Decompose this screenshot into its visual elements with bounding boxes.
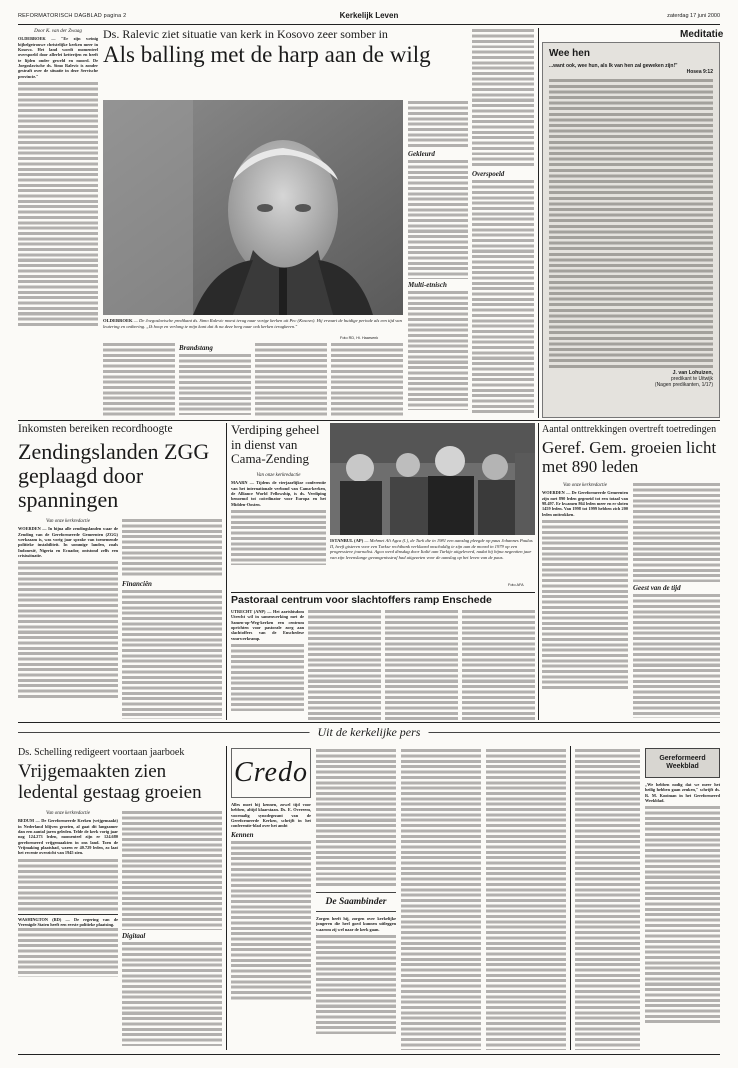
kerkpers-header: Uit de kerkelijke pers: [310, 725, 429, 740]
credo-col-a: [231, 802, 311, 1050]
schelling-lead: BEDUM — De Gereformeerde Kerken (vrijgemaakt) in Nederland blijven groeien, al gaat dit langzamer dan een aantal jaren geleden. Telde de kerk vorig jaar nog 124.273 leden, momenteel zijn er 124.680 gereformeerd vrijgemaakten in ons land. Toen de Vrijmaking plaatshad, waren er 40.729 leden, zo laat het recente overzicht van 1945 zien.: [18, 818, 118, 856]
story1-col-b: [472, 28, 534, 418]
page-header-section: Kerkelijk Leven: [339, 11, 399, 20]
story1-sub-multietnisch: Multi-etnisch: [408, 281, 447, 289]
geref-byline: Van onze kerkredactie: [563, 483, 607, 488]
istanbul-caption: [330, 538, 535, 582]
story1-caption: [103, 318, 403, 336]
istanbul-caption-text: — Mehmet Ali Agca (l.), de Turk die in 1981 een aanslag pleegde op paus Johannes Paulus II, heeft gisteren voor een Turkse rechtbank verklaard onschuldig te zijn aan de moord in 1979 op een progressieve journalist. Agca werd dinsdag door Italië aan Turkije uitgeleverd, nadat hij bijna negentien jaar van zijn levenslange gevangenisstraf had uitgezeten voor de aanslag op het leven van de paus.: [330, 538, 533, 560]
story1-sub-brandstang: Brandstang: [179, 344, 213, 352]
header-rule: [18, 24, 720, 25]
geref-divider: [538, 423, 539, 720]
gw-lead: „We hebben nodig dat we meer het heilig hebben gaan zeuken," schrijft ds. R. M. Kooiman in het Gereformeerd Weekblad.: [645, 782, 720, 804]
credo-col-b: [316, 748, 396, 888]
page-header-left: REFORMATORISCH DAGBLAD pagina 2: [18, 13, 127, 19]
schelling-sub-digitaal: Digitaal: [122, 932, 146, 940]
meditatie-text: [549, 78, 713, 368]
meditatie-signature-note: (Nagen predikanten, 1/17): [654, 382, 713, 389]
zgg-lead: WOERDEN — In bijna alle zendingslanden waar de Zending van de Gereformeerde Gemeenten (ZGG) werkzaam is, was vorig jaar sprake van toenemende politieke instabiliteit. In sommige landen, zoals Indonesië, Nigeria en Ecuador, ontstond zelfs een crisissituatie.: [18, 526, 118, 559]
crowd-photo-icon: [330, 423, 535, 535]
page-header-date: zaterdag 17 juni 2000: [667, 13, 720, 19]
section-rule-1: [18, 420, 720, 421]
geref-col-b: [633, 482, 720, 720]
schelling-washington: WASHINGTON (RD) — De regering van de Verenigde Staten heeft een eerste politieke plaatsing.: [18, 914, 118, 978]
geref-headline: Geref. Gem. groeien licht met 890 leden: [542, 438, 717, 476]
saambinder-lead: Zorgen heeft hij, zorgen over kerkelijke jongeren die heel goed kunnen uitleggen waarom zij wel naar de kerk gaan.: [316, 916, 396, 932]
gw-col-a: [575, 748, 640, 1050]
kerkpers-divider-a: [226, 746, 227, 1050]
cama-headline: Verdiping geheel in dienst van Cama-Zending: [231, 422, 320, 466]
zgg-sub-financien: Financiën: [122, 580, 152, 588]
saambinder-col: [316, 916, 396, 1050]
story1-sub-overspoeld: Overspoeld: [472, 170, 505, 178]
saambinder-logo: De Saambinder: [316, 892, 396, 912]
kerkpers-col-d: [486, 748, 566, 1050]
story1-lead: OLDEBROEK — "Er zijn weinig bijbelgetrouwe christelijke kerken meer in Kosovo. Het land wordt momenteel overspoeld door allerlei ketterijen en heeft te lijden onder geweld en moord. De Joegoslavische ds. Simo Ralevic is zonder gestraft over de situatie in deze Servische provincie.": [18, 36, 98, 79]
story1-kicker: Ds. Ralevic ziet situatie van kerk in Kosovo zeer somber in: [103, 27, 388, 41]
istanbul-credit: Foto AFA: [508, 583, 524, 587]
kerkpers-band: [18, 726, 720, 740]
story1-bottom-text: [103, 342, 403, 418]
cama-byline: Van onze kerkredactie: [256, 473, 301, 478]
meditatie-box: [542, 42, 720, 418]
geref-sub-geest: Geest van de tijd: [633, 584, 681, 592]
kerkpers-divider-b: [570, 746, 571, 1050]
story1-col-a: [408, 100, 468, 418]
istanbul-caption-prefix: ISTANBUL (AP): [330, 538, 364, 543]
cama-lead: MAARN — Tijdens de vierjaarlijkse conferentie van het internationale verbond van Cama-kerken, de Alliance World Fellowship, is ds. Verdiping benoemd tot coördinator voor Europa en het Midden-Oosten.: [231, 480, 326, 507]
pastoraal-lead: UTRECHT (ANP) — Het aartsbisdom Utrecht wil in samenwerking met de Samen-op-Weg-kerken een centrum oprichten voor pastorale zorg aan slachtoffers van de Enschedese vuurwerkramp.: [231, 609, 304, 641]
meditatie-reference: Hosea 9:12: [686, 69, 713, 76]
credo-logo: Credo: [231, 748, 311, 798]
pastoraal-headline: Pastoraal centrum voor slachtoffers ramp Enschede: [231, 594, 492, 606]
gw-col-b: [645, 782, 720, 1050]
story1-credit: Foto RD, Hi. Haarsenk: [340, 336, 379, 340]
schelling-col-b: [122, 810, 222, 1050]
schelling-byline: Van onze kerkredactie: [46, 811, 90, 816]
section-rule-2: [18, 722, 720, 723]
credo-sub-kennen: Kennen: [231, 830, 254, 839]
pastoraal-body: [231, 609, 535, 720]
zgg-col-b: [122, 518, 222, 720]
portrait-photo-icon: [103, 100, 403, 315]
pastoraal-rule: [231, 592, 535, 593]
story1-byline: Door K. van der Zwaag: [34, 29, 82, 34]
meditatie-header: Meditatie: [680, 29, 724, 40]
meditatie-divider: [538, 28, 539, 418]
footer-rule: [18, 1054, 720, 1055]
gereformeerd-weekblad-logo: Gereformeerd Weekblad: [645, 748, 720, 778]
meditatie-signature-role: predikant te Uitwijk: [671, 376, 713, 383]
geref-kicker: Aantal onttrekkingen overtreft toetredingen: [542, 424, 717, 435]
zgg-divider: [226, 423, 227, 720]
story1-caption-text: — De Joegoslavische predikant ds. Simo Ralevic moest terug naar vorige kerken uit Pec (Kosovo). Hij ervaart de huidige periode als een tijd van leutering en ontbering. „Ik hoop en verlang te mijn kant dat ik na deze berg naar ook kerken terugkeren.": [103, 318, 402, 329]
kerkpers-col-c: [401, 748, 481, 1050]
schelling-headline: Vrijgemaakten zien ledental gestaag groeien: [18, 761, 202, 803]
istanbul-photo: [330, 423, 535, 535]
meditatie-signature: J. van Lohuizen,: [672, 370, 713, 377]
story1-photo: [103, 100, 403, 315]
story1-caption-prefix: OLDEBROEK: [103, 318, 133, 323]
cama-col: [231, 472, 326, 592]
meditatie-quote: ...want ook, wee hun, als Ik van hen zal geweken zijn!": [549, 63, 678, 69]
story1-headline: Als balling met de harp aan de wilg: [103, 42, 431, 67]
geref-col-a: [542, 482, 628, 720]
credo-lead: Alles moet bij kennen, zowel tijd voor hebben, altijd klaarstaan. Ds. E. Overeem, voormalig synodegezant van de Gereformeerde Kerken, schrijft in het conferentie-blad over het ambt: [231, 802, 311, 829]
geref-lead: WOERDEN — De Gereformeerde Gemeenten zijn met 890 leden gegroeid tot een totaal van 98.497. Er kwamen 864 leden meer en er sloten 1459 leden. Van 1998 tot 1999 hebben zich 200 leden onttrokken.: [542, 490, 628, 517]
story1-text: [18, 81, 98, 327]
page-header: [18, 10, 720, 24]
zgg-byline: Van onze kerkredactie: [46, 519, 90, 524]
schelling-col-a: [18, 810, 118, 1050]
zgg-kicker: Inkomsten bereiken recordhoogte: [18, 423, 173, 435]
zgg-headline: Zendingslanden ZGG geplaagd door spanningen: [18, 439, 210, 512]
story1-sub-gekleurd: Gekleurd: [408, 150, 435, 158]
story1-sidebar: [18, 28, 98, 418]
schelling-kicker: Ds. Schelling redigeert voortaan jaarboek: [18, 747, 185, 758]
zgg-col-a: [18, 518, 118, 720]
meditatie-title: Wee hen: [549, 48, 590, 59]
